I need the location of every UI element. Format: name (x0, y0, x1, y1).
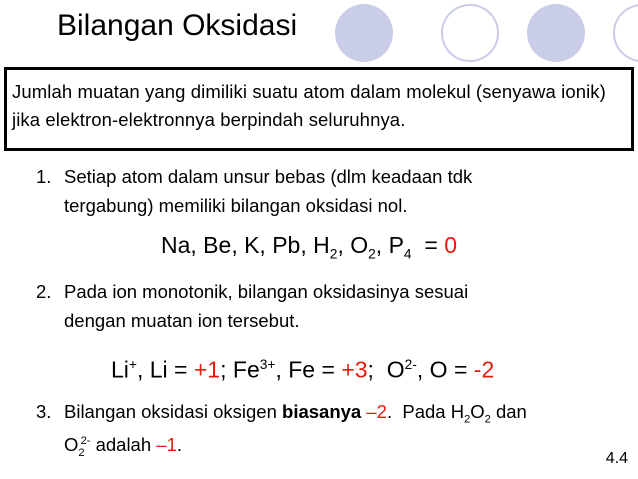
oxidation-value: –1 (156, 434, 177, 456)
oxidation-value: -2 (473, 356, 495, 383)
decor-circle (613, 4, 638, 62)
rule-text-line: Bilangan oksidasi oksigen biasanya –2. Pada $H_2O_2$ dan (64, 401, 527, 426)
rule-text-line: dengan muatan ion tersebut. (64, 310, 300, 331)
decor-circle (335, 4, 393, 62)
rule-text-line: $O_2^{2-}$ adalah –1. (64, 434, 182, 459)
example-monatomic-ions: Li+, Li = +1; $Fe^{3+}$, Fe = +3; $O^{2-}$, O = -2 (111, 356, 495, 383)
slide-number: 4.4 (605, 450, 628, 467)
rule-text-line: Setiap atom dalam unsur bebas (dlm keadaan tdk (64, 166, 473, 187)
oxidation-value: –2 (366, 401, 387, 422)
definition-box (4, 67, 634, 151)
slide-title: Bilangan Oksidasi (57, 9, 298, 42)
oxidation-value: 0 (444, 232, 458, 258)
rule-number: 2. (36, 281, 52, 302)
decor-circle (527, 4, 585, 62)
rule-text-line: Pada ion monotonik, bilangan oksidasinya sesuai (64, 281, 469, 302)
rule-number: 3. (36, 401, 52, 422)
oxidation-value: +3 (341, 356, 368, 383)
oxidation-value: +1 (193, 356, 221, 383)
decor-circle (441, 4, 499, 62)
example-free-elements: Na, Be, K, Pb, $H_2$, $O_2$, $P_4 = 0$ (161, 232, 458, 262)
rule-text-line: tergabung) memiliki bilangan oksidasi nol. (64, 195, 408, 216)
definition-text: Jumlah muatan yang dimiliki suatu atom dalam molekul (senyawa ionik) jika elektron-elektronnya berpindah seluruhnya. (12, 81, 606, 130)
rule-number: 1. (36, 166, 52, 187)
